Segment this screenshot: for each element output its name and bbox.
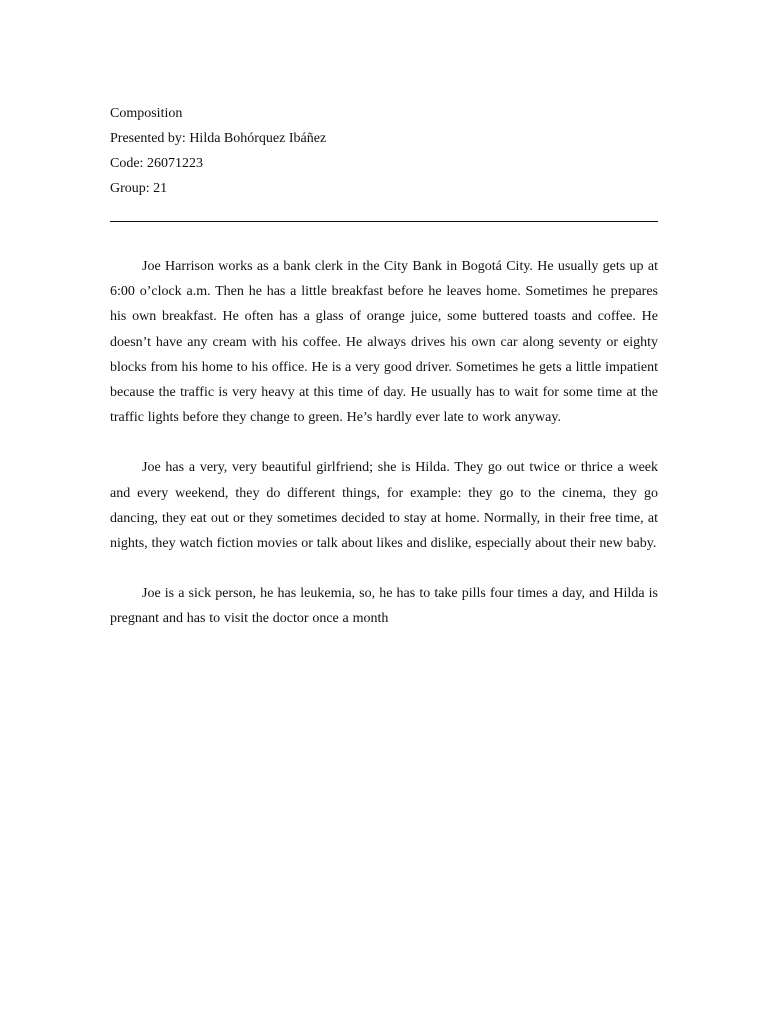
document-body: [110, 254, 658, 632]
document-header: [110, 101, 658, 201]
document-title: Composition: [110, 106, 183, 121]
paragraph-1: Joe Harrison works as a bank clerk in the City Bank in Bogotá City. He usually gets up at 6:00 o’clock a.m. Then he has a little breakfast before he leaves home. Sometimes he prepares his own breakfast. He often has a glass of orange juice, some buttered toasts and coffee. He doesn’t have any cream with his coffee. He always drives his own car along seventy or eighty blocks from his home to his office. He is a very good driver. Sometimes he gets a little impatient because the traffic is very heavy at this time of day. He usually has to wait for some time at the traffic lights before they change to green. He’s hardly ever late to work anyway.: [110, 259, 658, 426]
code-line: Code: 26071223: [110, 156, 203, 171]
group-line: Group: 21: [110, 181, 168, 196]
paragraph-2: Joe has a very, very beautiful girlfriend; she is Hilda. They go out twice or thrice a week and every weekend, they do different things, for example: they go to the cinema, they go dancing, they eat out or they sometimes decided to stay at home. Normally, in their free time, at nights, they watch fiction movies or talk about likes and dislike, especially about their new baby.: [110, 460, 658, 552]
header-divider: [110, 221, 658, 222]
author-line: Presented by: Hilda Bohórquez Ibáñez: [110, 131, 327, 146]
paragraph-3: Joe is a sick person, he has leukemia, so, he has to take pills four times a day, and Hilda is pregnant and has to visit the doctor once a month: [110, 586, 658, 627]
